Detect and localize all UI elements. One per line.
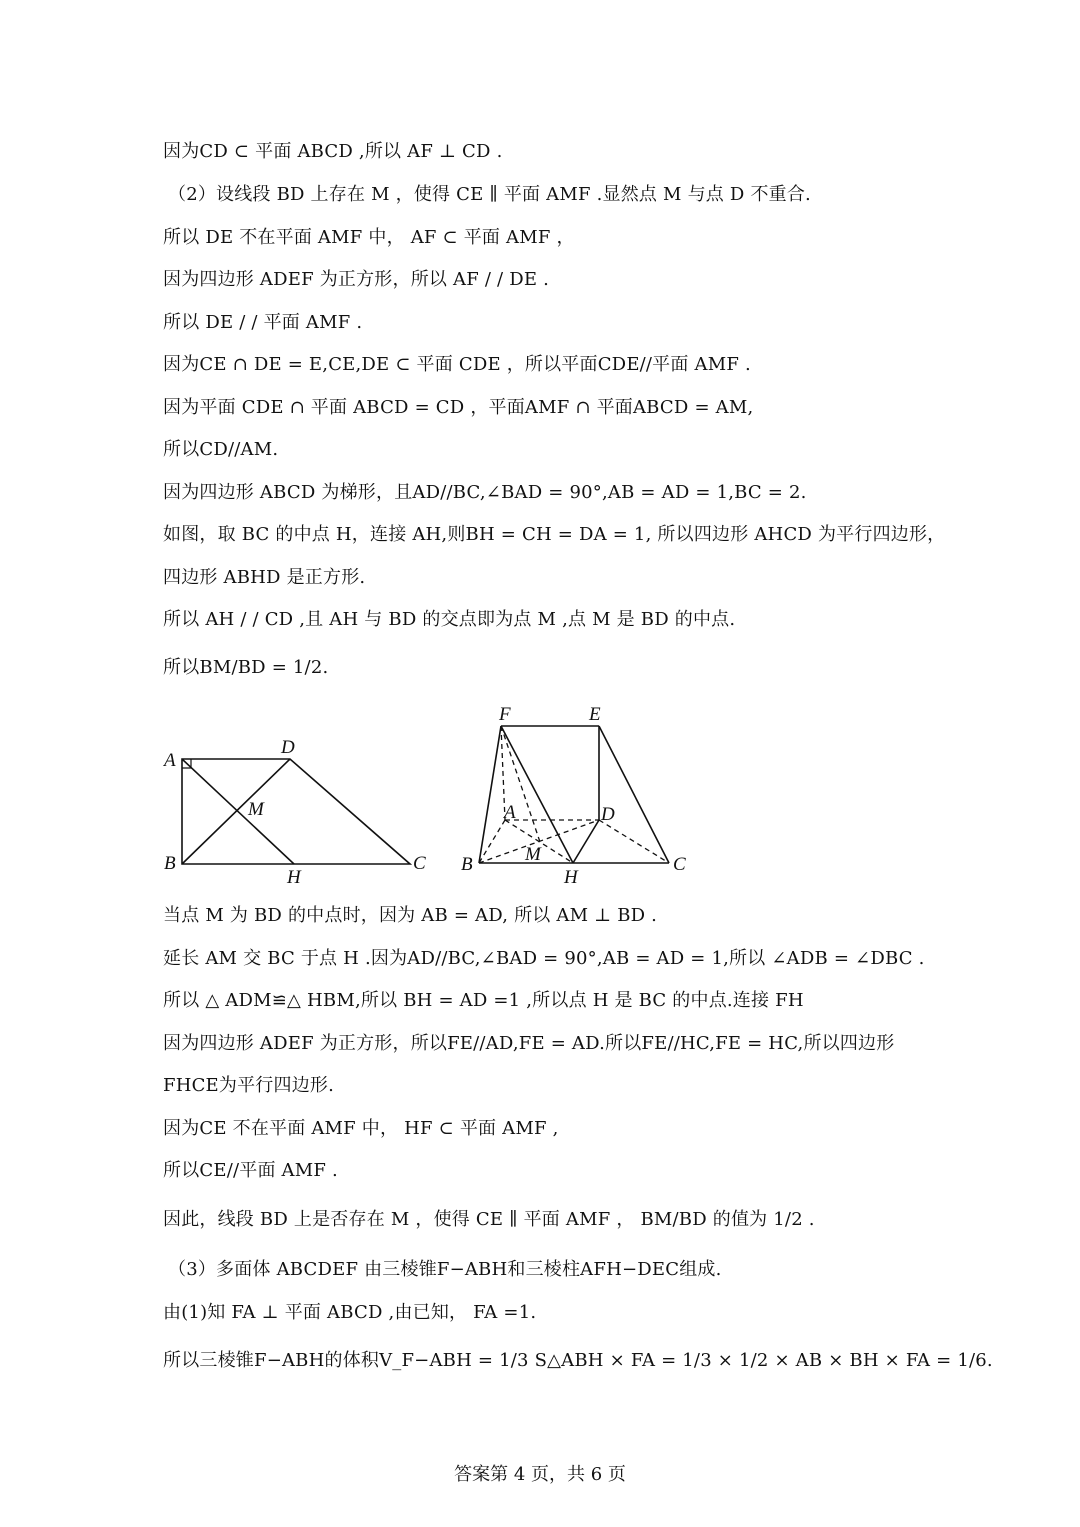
text-line-17: 因为四边形 ADEF 为正方形，所以FE//AD,FE = AD.所以FE//HC,FE = HC,所以四边形 (163, 1033, 895, 1054)
figure-trapezoid (160, 730, 440, 890)
text-line-2: （2）设线段 BD 上存在 M ，使得 CE ∥ 平面 AMF .显然点 M 与点 D 不重合. (168, 184, 811, 205)
text-line-24: 所以三棱锥F−ABH的体积V_F−ABH = 1/3 S△ABH × FA = 1/3 × 1/2 × AB × BH × FA = 1/6. (163, 1350, 993, 1371)
text-line-15: 延长 AM 交 BC 于点 H .因为AD//BC,∠BAD = 90°,AB = AD = 1,所以 ∠ADB = ∠DBC . (163, 948, 925, 969)
label-H: H (287, 867, 301, 888)
text-line-11: 四边形 ABHD 是正方形. (163, 567, 366, 588)
edge-FH (501, 726, 573, 863)
text-line-14: 当点 M 为 BD 的中点时，因为 AB = AD, 所以 AM ⊥ BD . (163, 905, 658, 926)
text-line-16: 所以 △ ADM≌△ HBM,所以 BH = AD =1 ,所以点 H 是 BC 的中点.连接 FH (163, 990, 804, 1011)
text-line-12: 所以 AH / / CD ,且 AH 与 BD 的交点即为点 M ,点 M 是 BD 的中点. (163, 609, 736, 630)
text-line-8: 所以CD//AM. (163, 439, 279, 460)
text-line-18: FHCE为平行四边形. (163, 1075, 335, 1096)
edge-FM (501, 726, 540, 842)
trapezoid-outline (182, 759, 410, 864)
text-line-4: 因为四边形 ADEF 为正方形，所以 AF / / DE . (163, 269, 550, 290)
label-D: D (601, 804, 615, 825)
text-line-23: 由(1)知 FA ⊥ 平面 ABCD ,由已知， FA =1. (163, 1302, 537, 1323)
text-line-13: 所以BM/BD = 1/2. (163, 657, 329, 678)
label-H: H (564, 867, 578, 888)
page-footer: 答案第 4 页，共 6 页 (454, 1464, 626, 1485)
label-F: F (499, 704, 511, 725)
label-D: D (281, 737, 295, 758)
text-line-19: 因为CE 不在平面 AMF 中， HF ⊂ 平面 AMF , (163, 1118, 559, 1139)
edge-EC (599, 726, 669, 863)
text-line-5: 所以 DE / / 平面 AMF . (163, 312, 363, 333)
text-line-6: 因为CE ∩ DE = E,CE,DE ⊂ 平面 CDE ，所以平面CDE//平面 AMF . (163, 354, 751, 375)
edge-FB (479, 726, 501, 863)
text-line-21: 因此，线段 BD 上是否存在 M ，使得 CE ∥ 平面 AMF ， BM/BD 的值为 1/2 . (163, 1209, 815, 1230)
text-line-3: 所以 DE 不在平面 AMF 中， AF ⊂ 平面 AMF ， (163, 227, 575, 248)
label-C: C (413, 853, 426, 874)
label-A: A (504, 802, 516, 823)
edge-HD (573, 820, 599, 863)
label-C: C (673, 854, 686, 875)
figure-polyhedron (455, 700, 705, 890)
label-M: M (248, 799, 264, 820)
text-line-1: 因为CD ⊂ 平面 ABCD ,所以 AF ⊥ CD . (163, 141, 503, 162)
label-E: E (589, 704, 601, 725)
label-B: B (461, 854, 473, 875)
label-M: M (525, 844, 541, 865)
text-line-9: 因为四边形 ABCD 为梯形，且AD//BC,∠BAD = 90°,AB = AD = 1,BC = 2. (163, 482, 807, 503)
label-B: B (164, 853, 176, 874)
text-line-10: 如图，取 BC 的中点 H，连接 AH,则BH = CH = DA = 1, 所以四边形 AHCD 为平行四边形， (163, 524, 946, 545)
label-A: A (164, 750, 176, 771)
text-line-7: 因为平面 CDE ∩ 平面 ABCD = CD ，平面AMF ∩ 平面ABCD = AM, (163, 397, 754, 418)
text-line-20: 所以CE//平面 AMF . (163, 1160, 338, 1181)
text-line-22: （3）多面体 ABCDEF 由三棱锥F−ABH和三棱柱AFH−DEC组成. (168, 1259, 722, 1280)
